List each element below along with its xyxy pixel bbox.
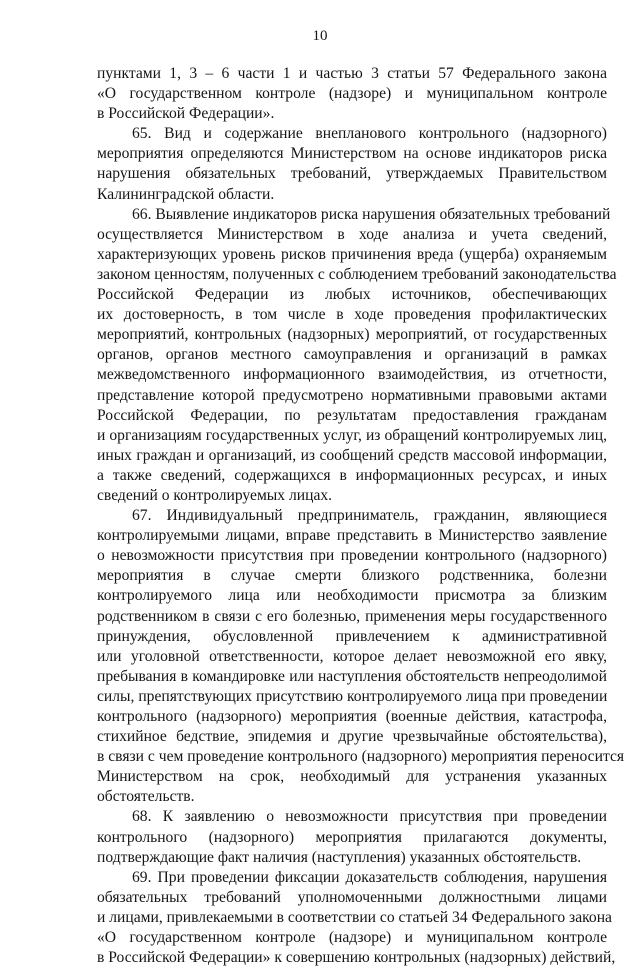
text-line: контрольного (надзорного) мероприятия прилагаются документы, <box>97 828 607 846</box>
text-line: обстоятельств. <box>97 788 195 806</box>
text-line: или уголовной ответственности, которое делает невозможной его явку, <box>97 647 607 665</box>
text-line: представление которой предусмотрено нормативными правовыми актами <box>97 386 607 404</box>
text-line: законом ценностям, полученных с соблюдением требований законодательства <box>97 265 617 283</box>
text-line: и организациям государственных услуг, из обращений контролируемых лиц, <box>97 426 607 444</box>
text-line: «О государственном контроле (надзоре) и муниципальном контроле <box>97 929 607 947</box>
text-line: Министерством на срок, необходимый для устранения указанных <box>97 768 607 786</box>
text-line: родственником в связи с его болезнью, применения меры государственного <box>97 607 607 625</box>
text-line: контролируемого лица или необходимости присмотра за близким <box>97 587 607 605</box>
text-line: контролируемыми лицами, вправе представить в Министерство заявление <box>97 527 607 545</box>
text-line: органов, органов местного самоуправления и организаций в рамках <box>97 346 607 364</box>
text-line: Российской Федерации из любых источников, обеспечивающих <box>97 286 607 304</box>
paragraph-65 <box>97 124 607 204</box>
text-line: 69. При проведении фиксации доказательств соблюдения, нарушения <box>132 868 607 886</box>
paragraph-69 <box>97 868 616 968</box>
document-body <box>97 64 625 968</box>
text-line: а также сведений, содержащихся в информационных ресурсах, и иных <box>97 466 607 484</box>
text-line: иных граждан и организаций, из сообщений средств массовой информации, <box>97 446 607 464</box>
text-line: 68. К заявлению о невозможности присутствия при проведении <box>132 808 607 826</box>
text-line: 67. Индивидуальный предприниматель, гражданин, являющиеся <box>132 507 607 525</box>
text-line: осуществляется Министерством в ходе анализа и учета сведений, <box>97 225 607 243</box>
text-line: сведений о контролируемых лицах. <box>97 486 333 504</box>
text-line: пребывания в командировке или наступления обстоятельств непреодолимой <box>97 667 607 685</box>
text-line: Российской Федерации, по результатам предоставления гражданам <box>97 406 607 424</box>
text-line: и лицами, привлекаемыми в соответствии со статьей 34 Федерального закона <box>97 908 612 926</box>
text-line: «О государственном контроле (надзоре) и муниципальном контроле <box>97 85 607 103</box>
paragraph-continuation <box>97 64 607 124</box>
page-number: 10 <box>312 28 328 44</box>
text-line: силы, препятствующих присутствию контролируемого лица при проведении <box>97 687 608 705</box>
text-line: подтверждающие факт наличия (наступления) указанных обстоятельств. <box>97 848 582 866</box>
text-line: контрольного (надзорного) мероприятия (военные действия, катастрофа, <box>97 708 607 725</box>
text-line: в Российской Федерации» к совершению контрольных (надзорных) действий, <box>97 949 616 967</box>
text-line: стихийное бедствие, эпидемия и другие чрезвычайные обстоятельства), <box>97 728 607 746</box>
text-line: в связи с чем проведение контрольного (надзорного) мероприятия переносится <box>97 748 625 766</box>
paragraph-66 <box>97 205 617 506</box>
text-line: Калининградской области. <box>97 185 275 203</box>
text-line: 66. Выявление индикаторов риска нарушения обязательных требований <box>132 205 611 223</box>
text-line: мероприятия определяются Министерством на основе индикаторов риска <box>97 145 607 163</box>
text-line: нарушения обязательных требований, утверждаемых Правительством <box>97 165 607 183</box>
text-line: мероприятий, контрольных (надзорных) мероприятий, от государственных <box>97 326 607 344</box>
text-line: характеризующих уровень рисков причинения вреда (ущерба) охраняемым <box>97 245 607 263</box>
text-line: их достоверность, в том числе в ходе проведения профилактических <box>97 306 607 324</box>
text-line: мероприятия в случае смерти близкого родственника, болезни <box>97 567 607 585</box>
text-line: обязательных требований уполномоченными должностными лицами <box>97 888 607 906</box>
text-line: межведомственного информационного взаимодействия, из отчетности, <box>97 366 607 384</box>
text-line: принуждения, обусловленной привлечением к административной <box>97 627 607 645</box>
text-line: 65. Вид и содержание внепланового контрольного (надзорного) <box>132 125 607 143</box>
text-line: пунктами 1, 3 – 6 части 1 и частью 3 статьи 57 Федерального закона <box>97 65 607 82</box>
paragraph-67 <box>97 506 625 807</box>
text-line: в Российской Федерации». <box>97 105 275 123</box>
text-line: о невозможности присутствия при проведении контрольного (надзорного) <box>97 547 607 565</box>
paragraph-68 <box>97 807 607 867</box>
